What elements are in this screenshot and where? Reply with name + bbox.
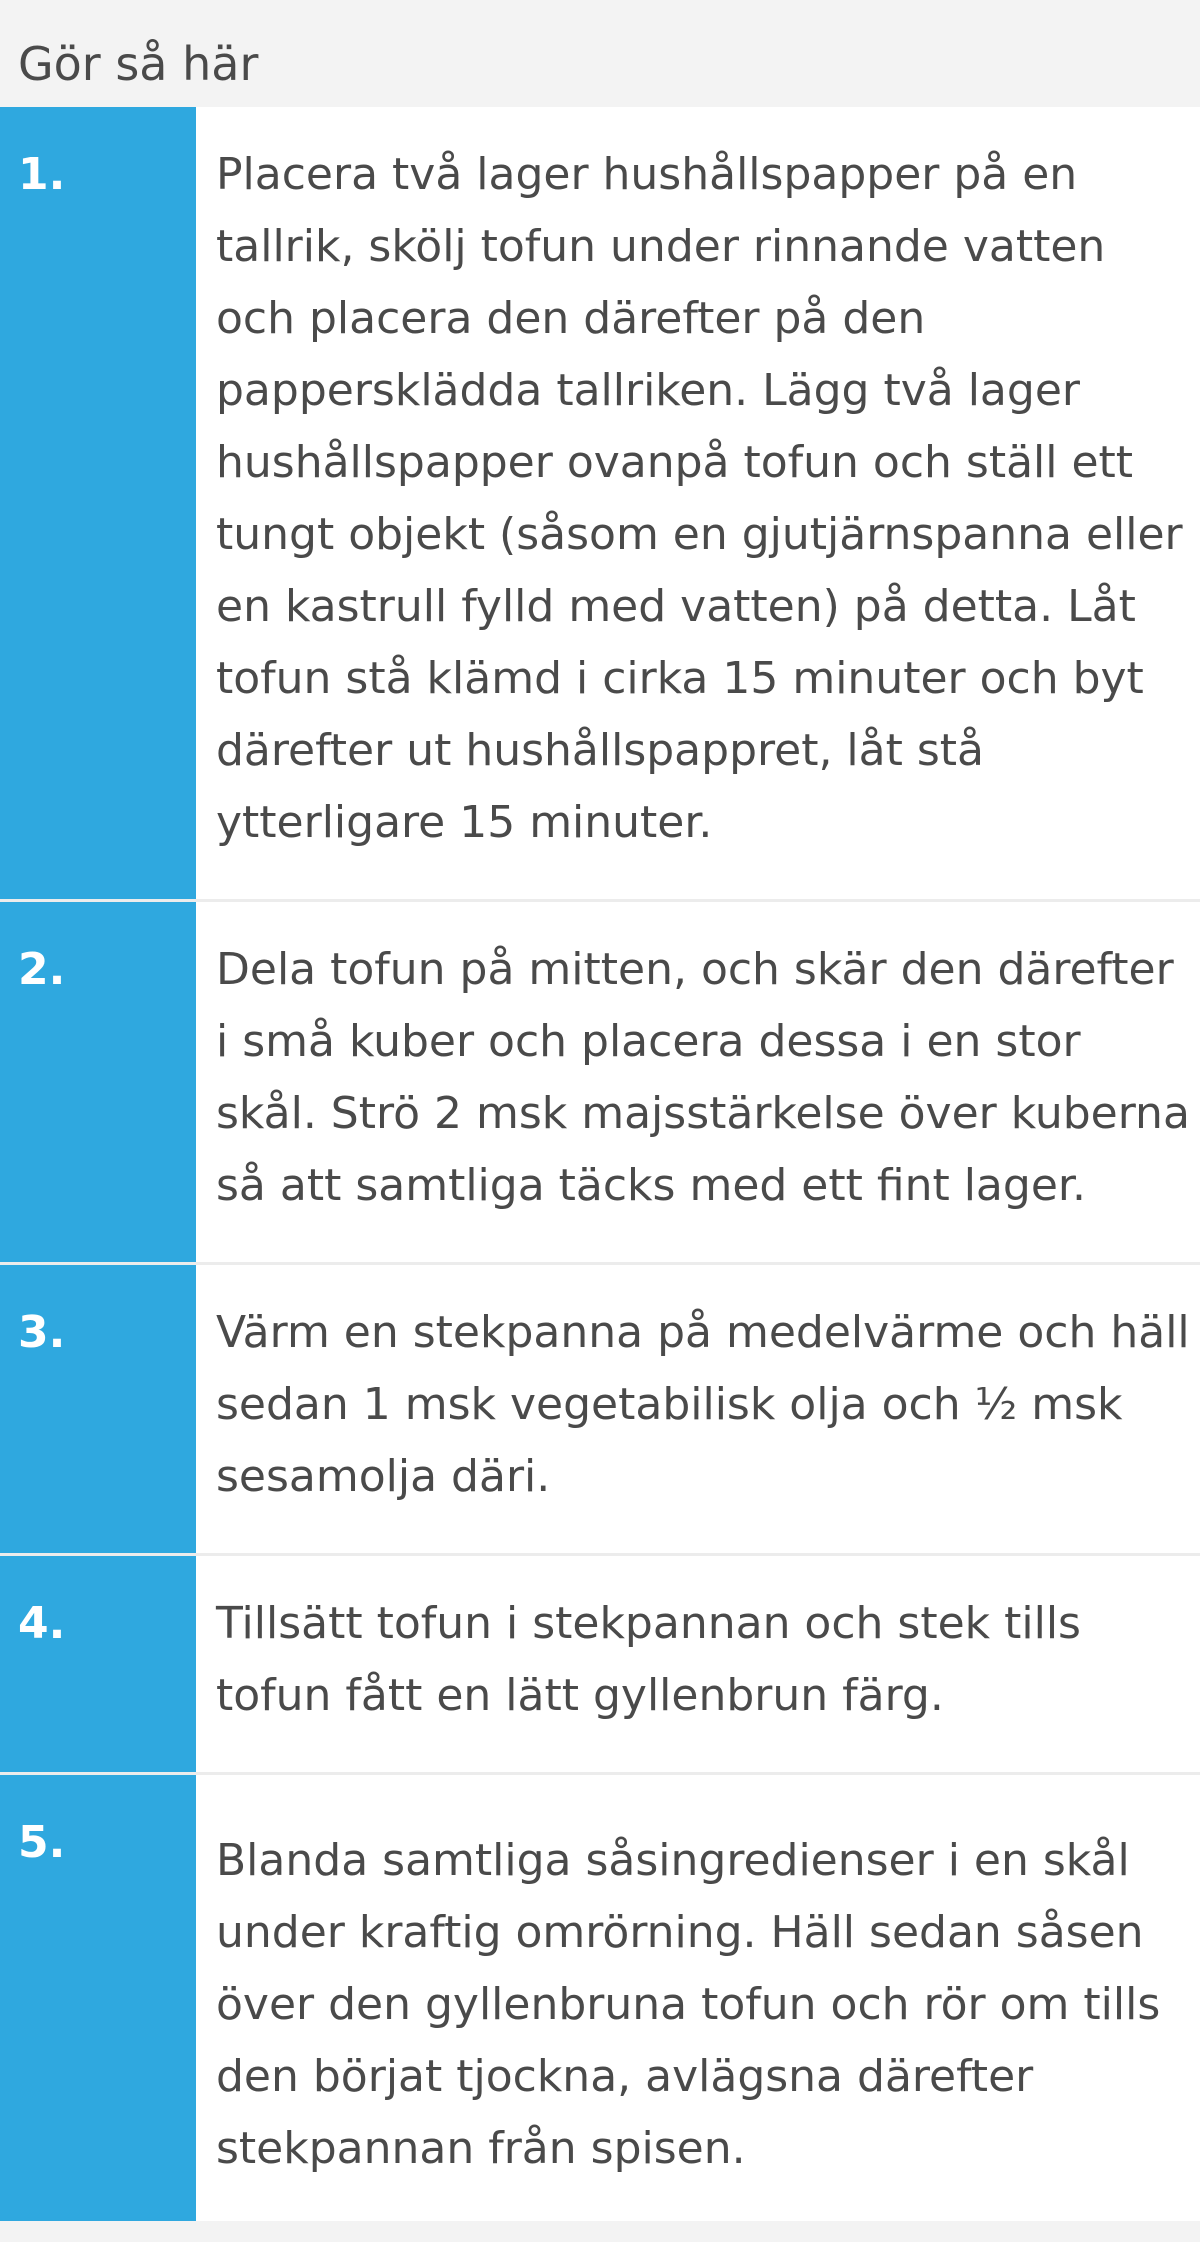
step-item: [0, 1775, 1200, 2221]
step-text: Tillsätt tofun i stekpannan och stek tills tofun fått en lätt gyllenbrun färg.: [216, 1598, 1081, 1721]
step-number-cell: [0, 1265, 196, 1553]
step-number-cell: [0, 902, 196, 1262]
step-text-cell: [196, 902, 1200, 1262]
step-item: [0, 902, 1200, 1265]
step-item: [0, 1265, 1200, 1556]
step-item: [0, 1556, 1200, 1775]
step-text-cell: [196, 1265, 1200, 1553]
step-text-cell: [196, 1775, 1200, 2221]
steps-list: [0, 107, 1200, 2221]
step-number-cell: [0, 107, 196, 899]
step-text-cell: [196, 107, 1200, 899]
step-number: 5.: [18, 1817, 66, 1868]
step-text-cell: [196, 1556, 1200, 1772]
step-number: 2.: [18, 944, 66, 995]
section-title: Gör så här: [18, 37, 259, 91]
step-text: Blanda samtliga såsingredienser i en skål under kraftig omrörning. Häll sedan såsen över den gyllenbruna tofun och rör om tills den börjat tjockna, avlägsna därefter stekpannan från spisen.: [216, 1835, 1161, 2174]
step-number-cell: [0, 1775, 196, 2221]
step-number: 4.: [18, 1598, 66, 1649]
step-number: 3.: [18, 1307, 66, 1358]
step-item: [0, 107, 1200, 902]
step-number: 1.: [18, 149, 66, 200]
step-number-cell: [0, 1556, 196, 1772]
section-header: [0, 0, 1200, 107]
step-text: Placera två lager hushållspapper på en tallrik, skölj tofun under rinnande vatten och placera den därefter på den pappersklädda tallriken. Lägg två lager hushållspapper ovanpå tofun och ställ ett tungt objekt (såsom en gjutjärnspanna eller en kastrull fylld med vatten) på detta. Låt tofun stå klämd i cirka 15 minuter och byt därefter ut hushållspappret, låt stå ytterligare 15 minuter.: [216, 149, 1183, 848]
step-text: Värm en stekpanna på medelvärme och häll sedan 1 msk vegetabilisk olja och ½ msk sesamolja däri.: [216, 1307, 1190, 1502]
step-text: Dela tofun på mitten, och skär den därefter i små kuber och placera dessa i en stor skål. Strö 2 msk majsstärkelse över kuberna så att samtliga täcks med ett fint lager.: [216, 944, 1190, 1211]
